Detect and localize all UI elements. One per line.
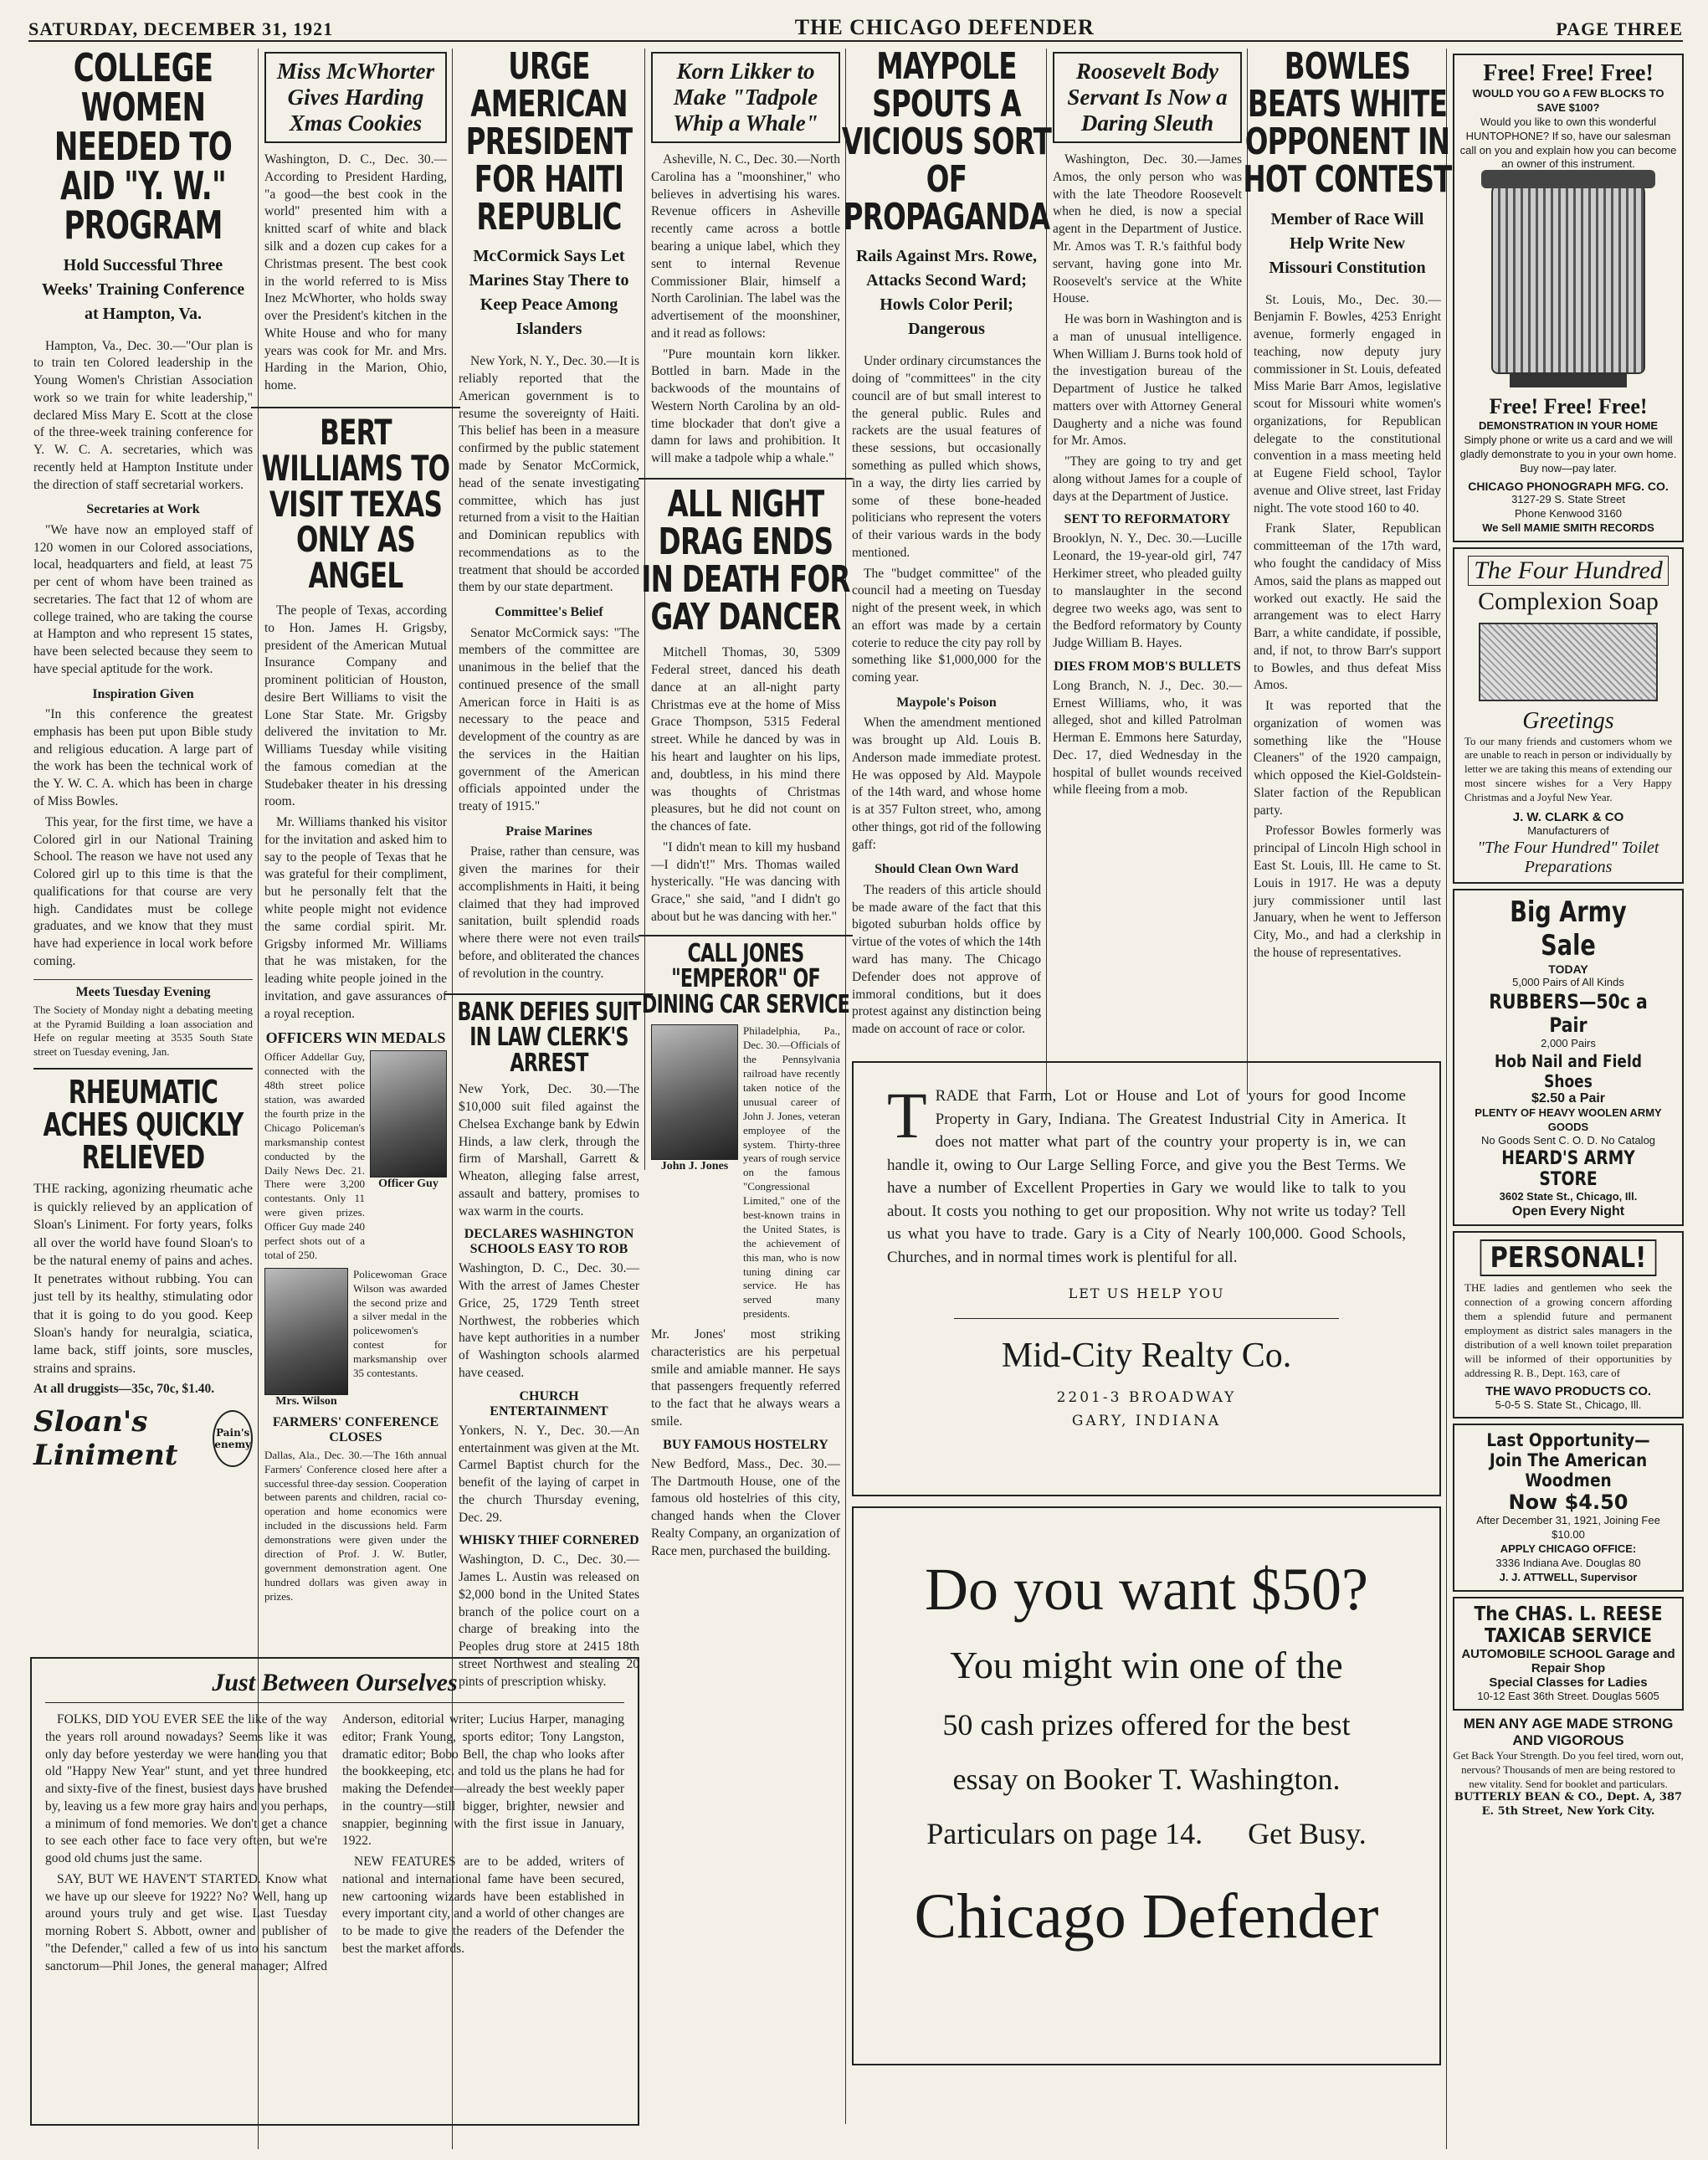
free-demo: DEMONSTRATION IN YOUR HOME [1478, 419, 1659, 433]
maypole-headline: MAYPOLE SPOUTS A VICIOUS SORT OF PROPAGANDA [841, 45, 1052, 239]
jbo-title: Just Between Ourselves [45, 1669, 624, 1703]
woodmen-address: 3336 Indiana Ave. Douglas 80 [1495, 1557, 1641, 1570]
hostelry-article: New Bedford, Mass., Dec. 30.—The Dartmouth House, one of the famous old hostelries of this city, changed hands when the Clover Realty Company, an organization of Race men, purchased the building. [651, 1456, 840, 1558]
personal-title: PERSONAL! [1480, 1239, 1657, 1276]
all-night-drag-headline: ALL NIGHT DRAG ENDS IN DEATH FOR GAY DANCER [639, 478, 853, 637]
article-paragraph: Mr. Williams thanked his visitor for the invitation and asked him to say to the people of Texas that he was grateful for their compliment, but he personally felt that the white people might not evidence the same cordial spirit. Mr. Grigsby informed Mr. Williams that he was mistaken, for the leading white people joined in the invitation, and gave assurances of a royal reception. [264, 815, 447, 1021]
maypole-article [852, 353, 1041, 1038]
reese-address: 10-12 East 36th Street. Douglas 5605 [1477, 1689, 1659, 1702]
article-paragraph: Hampton, Va., Dec. 30.—"Our plan is to train ten Colored leadership in the Young Women's Christian Association work so we train for white leadership," declared Miss Mary E. Scott at the close of the three-week training conference for Y. W. C. A. secretaries, which was recently held at Hampton Institute under the direction of staff secretarial workers. [33, 338, 253, 492]
soap-brand: The Four Hundred [1468, 556, 1669, 586]
article-paragraph: Asheville, N. C., Dec. 30.—North Carolina has a "moonshiner," who believes in advertising his wares. Revenue officers in Asheville recently came across a bottle bearing a unique label, which they sent to internal Revenue Commissioner Blair, himself a North Carolinian. The label was the advertisement of the moonshiner, and it read as follows: [651, 152, 840, 341]
phono-company: CHICAGO PHONOGRAPH MFG. CO. [1468, 479, 1669, 493]
roosevelt-article [1053, 151, 1242, 505]
church-article: Yonkers, N. Y., Dec. 30.—An entertainment was given at the Mt. Carmel Baptist church for the benefit of the laying of carpet in the church Thursday evening, Dec. 29. [459, 1423, 639, 1525]
column-7 [1243, 45, 1452, 1061]
army-wool: PLENTY OF HEAVY WOOLEN ARMY GOODS [1475, 1106, 1662, 1133]
article-paragraph: Mitchell Thomas, 30, 5309 Federal street, danced his death dance at an all-night party Christmas eve at the home of Miss Grace Thompson, 5315 Federal street. While he danced by was in his heart and laughter on his lips, and, doubtless, in his mind there was thoughts of Christmas pleasures, but he did not count on the chances of fate. [651, 645, 840, 834]
article-paragraph: NEW FEATURES are to be added, writers of national and international fame have been secured, new cartooning wizards have been established in every important city, and a world of other changes are to be made to give the readers of the Defender the best the market affords. [342, 1855, 624, 1956]
rheumatic-ad-text: THE racking, agonizing rheumatic ache is quickly relieved by an application of Sloan's Liniment. For forty years, folks all over the world have found Sloan's to be the natural enemy of pains and aches. It penetrates without rubbing. You can just tell by its healthy, stimulating odor that it is going to do you good. Keep Sloan's handy for neuralgia, sciatica, lame back, stiff joints, sore muscles, strains and sprains. [33, 1182, 253, 1376]
column-rule [845, 49, 846, 2124]
haiti-headline: URGE AMERICAN PRESIDENT FOR HAITI REPUBLIC [465, 45, 633, 239]
mob-bullets-heading: DIES FROM MOB'S BULLETS [1054, 659, 1241, 674]
men-text: Get Back Your Strength. Do you feel tired, worn out, nervous? Thousands of men are being restored to new vitality. Send for booklet and particulars. [1453, 1748, 1684, 1790]
article-paragraph: "Pure mountain korn likker. Bottled in barn. Made in the backwoods of the mountains of Western North Carolina by an old-time blockader that don't give a damn for laws and prohibition. It will make a tadpole whip a whale." [651, 346, 840, 466]
schools-article: Washington, D. C., Dec. 30.—With the arrest of James Chester Grice, 25, 1729 Tenth street Northwest, the robberies which have kept authorities in a number of Washington schools alarmed have ceased. [459, 1261, 639, 1381]
section-heading: Praise Marines [505, 823, 592, 839]
article-paragraph: "They are going to try and get along without James for a couple of days at the Department of Justice. [1053, 454, 1242, 504]
mid-city-realty-ad [852, 1061, 1441, 1496]
john-jones-caption: John J. Jones [660, 1160, 729, 1173]
reformatory-heading: SENT TO REFORMATORY [1064, 512, 1231, 527]
roosevelt-headline: Roosevelt Body Servant Is Now a Daring Sleuth [1053, 52, 1242, 143]
column-4 [641, 49, 850, 2124]
masthead-date: SATURDAY, DECEMBER 31, 1921 [28, 18, 334, 39]
rheumatic-ad-title: RHEUMATIC ACHES QUICKLY RELIEVED [43, 1074, 244, 1176]
phonograph-ad [1453, 54, 1684, 542]
masthead-title: THE CHICAGO DEFENDER [794, 15, 1095, 39]
army-nogoods: No Goods Sent C. O. D. No Catalog [1480, 1134, 1656, 1147]
sloans-liniment-logo: Sloan's Liniment [33, 1405, 178, 1473]
section-heading: Should Clean Own Ward [875, 862, 1018, 877]
greetings-title: Greetings [1522, 707, 1614, 734]
phono-phone: Phone Kenwood 3160 [1515, 506, 1622, 520]
bank-article: New York, Dec. 30.—The $10,000 suit filed against the Chelsea Exchange bank by Edwin Hinds, a law clerk, through the firm of Marshall, Garrett & Wheaton, alleging false arrest, assault and battery, promises to wax warm in the courts. [459, 1082, 639, 1219]
section-heading: Committee's Belief [495, 605, 603, 620]
reese-sub: AUTOMOBILE SCHOOL Garage and Repair Shop [1461, 1646, 1675, 1675]
article-paragraph: Professor Bowles formerly was principal of Lincoln High school in East St. Louis, Ill. He came to St. Louis in 1917. He was a deputy jury commissioner until last January, when he went to Jefferson City, Mo., and had a clerkship in the house of representatives. [1254, 823, 1441, 960]
soap-ad [1453, 547, 1684, 884]
woodmen-price: Now $4.50 [1508, 1490, 1628, 1515]
officers-article: Officer Addellar Guy, connected with the 48th street police station, was awarded the fourth prize in the Chicago Policeman's marksmanship contest conducted by the Daily News Dec. 21. There were 3,200 contestants. Only 11 were given prizes. Officer Guy made 240 perfect shots out of a total of 250. [264, 1050, 365, 1261]
mcwhorter-article: Washington, D. C., Dec. 30.—According to President Harding, "a good—the best cook in the world" presented him with a knitted scarf of white and black silk and a dozen cup cakes for a Christmas present. The best cook in the world referred to is Miss Inez McWhorter, who holds sway over the President's kitchen in the White House and who for many years was cook for Mr. and Mrs. Harding in the Marion, Ohio, home. [264, 152, 447, 393]
article-paragraph: He was born in Washington and is a man of unusual intelligence. When William J. Burns took hold of the investigation bureau of the Department of Justice he talked matters over with Attorney General Daugherty and a niche was found for Mr. Amos. [1053, 312, 1242, 449]
realty-dropcap: T [887, 1079, 927, 1152]
phonograph-illustration [1491, 178, 1645, 374]
free-lead: WOULD YOU GO A FEW BLOCKS TO SAVE $100? [1472, 87, 1664, 114]
clark-makers: Manufacturers of [1527, 824, 1609, 838]
hostelry-heading: BUY FAMOUS HOSTELRY [663, 1437, 828, 1452]
column-rule [1446, 49, 1447, 2149]
column-2 [261, 49, 450, 1655]
jones-article-cont: Mr. Jones' most striking characteristics are his perpetual smile and amiable manner. He says that passengers frequently referred to the fact that he always wears a smile. [651, 1327, 840, 1429]
church-heading: CHURCH ENTERTAINMENT [490, 1388, 608, 1419]
essay-line-5: Particulars on page 14. Get Busy. [926, 1816, 1367, 1850]
article-paragraph: When the amendment mentioned was brought up Ald. Louis B. Anderson made immediate protest. He was opposed by Ald. Maypole of the 14th ward, and whose home is at 357 Fulton street, who, among other things, got rid of the following gaff: [852, 716, 1042, 852]
woodmen-ad [1453, 1424, 1684, 1591]
phono-address: 3127-29 S. State Street [1511, 492, 1625, 505]
army-rubbers: RUBBERS—50c a Pair [1489, 989, 1648, 1037]
personal-ad [1453, 1231, 1684, 1419]
ads-column [1453, 49, 1684, 2149]
article-paragraph: Under ordinary circumstances the doing of "committees" in the city council are of but small interest to the general public. Rules and rackets are the usual features of these sessions, but occasionally something as pulled which shows, in a way, the dirty lies carried by some of these bone-headed politicians who represent the voters of their various wards in the body mentioned. [852, 354, 1041, 560]
army-pairs-2: 2,000 Pairs [1541, 1036, 1596, 1049]
haiti-subhead: McCormick Says Let Marines Stay There to Keep Peace Among Islanders [469, 247, 629, 339]
army-address: 3602 State St., Chicago, Ill. [1499, 1190, 1638, 1203]
army-sale-ad [1453, 889, 1684, 1226]
masthead [28, 12, 1683, 42]
mob-bullets-article: Long Branch, N. J., Dec. 30.—Ernest Williams, who, it was alleged, shot and killed Patrolman Herman E. Emmons here Saturday, Dec. 17, died Wednesday in the hospital of bullet wounds received while fleeing from a mob. [1053, 678, 1242, 798]
essay-line-4: essay on Booker T. Washington. [952, 1762, 1341, 1796]
wilson-article: Policewoman Grace Wilson was awarded the second prize and a silver medal in the policewomen's contest for marksmanship over 35 contestants. [353, 1267, 447, 1379]
clark-name: J. W. CLARK & CO [1512, 810, 1624, 825]
officer-guy-caption: Officer Guy [378, 1177, 439, 1191]
clark-product: "The Four Hundred" Toilet Preparations [1477, 838, 1659, 876]
personal-company: THE WAVO PRODUCTS CO. [1485, 1383, 1652, 1398]
just-between-ourselves-box [30, 1657, 639, 2126]
article-paragraph: Washington, Dec. 30.—James Amos, the only person who was with the late Theodore Roosevelt when he died, is now a special agent in the Department of Justice. Mr. Amos was T. R.'s faithful body servant, having gone into Mr. Roosevelt's service at the White House. [1053, 152, 1242, 306]
woodmen-supervisor: J. J. ATTWELL, Supervisor [1499, 1570, 1638, 1583]
essay-line-2: You might win one of the [950, 1643, 1343, 1686]
army-open: Open Every Night [1511, 1204, 1625, 1219]
john-jones-photo [651, 1024, 738, 1160]
bowles-subhead: Member of Race Will Help Write New Missouri Constitution [1269, 209, 1426, 277]
officers-heading: OFFICERS WIN MEDALS [265, 1029, 446, 1047]
section-heading: Inspiration Given [92, 686, 194, 701]
men-address: BUTTERLY BEAN & CO., Dept. A, 387 E. 5th Street, New York City. [1454, 1791, 1683, 1819]
realty-cta: LET US HELP YOU [1068, 1285, 1225, 1302]
soap-title: Complexion Soap [1478, 587, 1659, 615]
bowles-headline: BOWLES BEATS WHITE OPPONENT IN HOT CONTEST [1243, 45, 1452, 201]
column-rule [1247, 49, 1248, 1095]
army-store: HEARD'S ARMY STORE [1501, 1148, 1635, 1191]
mcwhorter-headline: Miss McWhorter Gives Harding Xmas Cookies [264, 52, 447, 143]
officer-guy-photo [370, 1050, 447, 1177]
reese-taxicab-ad [1453, 1597, 1684, 1711]
realty-company-name: Mid-City Realty Co. [1001, 1337, 1292, 1376]
free-bottom-title: Free! Free! Free! [1489, 394, 1648, 419]
men-strong-ad [1453, 1716, 1684, 1819]
army-title: Big Army Sale [1510, 895, 1627, 962]
realty-ad-text [887, 1079, 1406, 1269]
article-paragraph: Frank Slater, Republican committeeman of the 17th ward, who fought the candidacy of Miss Amos, said the plans as mapped out worked out exactly. He said the arrangement was to elect Harry Barr, a white candidate, if possible, and, if not, to throw Barr's support to Bowles, and thus defeat Miss Amos. [1254, 521, 1441, 693]
whisky-article: Washington, D. C., Dec. 30.—James L. Austin was released on $2,000 bond in the United States branch of the police court on a charge of breaking into the Peoples drug store at 2415 18th street Northwest and stealing 20 pints of prescription whisky. [459, 1552, 639, 1689]
personal-address: 5-0-5 S. State St., Chicago, Ill. [1495, 1398, 1642, 1411]
woodmen-apply: APPLY CHICAGO OFFICE: [1500, 1542, 1637, 1556]
free-demo-text: Simply phone or write us a card and we will gladly demonstrate to you in your own home. Buy now—pay later. [1459, 434, 1677, 475]
army-hob: Hob Nail and Field Shoes [1495, 1050, 1642, 1091]
korn-likker-article [651, 151, 840, 468]
realty-body: RADE that Farm, Lot or House and Lot of yours for good Income Property in Gary, Indiana. The Greatest Industrial City in America. It does not matter what part of the country your property is in, we can handle it, owing to Our Large Selling Force, and give you the Best Terms. We have a number of Excellent Properties in Gary we would like to talk to you about. It costs you nothing to get our proposition. Why not write us today? Tell us what you have to trade. Gary is a City of Nearly 100,000. Good Schools, Churches, and in normal times work is plentiful for all. [887, 1087, 1406, 1266]
article-paragraph: It was reported that the organization of women was something like the "House Cleaners" of the 1920 campaign, which opposed the Kiel-Goldstein-Slater faction of the Republican party. [1254, 699, 1441, 818]
college-women-subhead: Hold Successful Three Weeks' Training Conference at Hampton, Va. [41, 255, 245, 323]
bank-headline: BANK DEFIES SUIT IN LAW CLERK'S ARREST [445, 993, 654, 1077]
free-title: Free! Free! Free! [1483, 60, 1654, 86]
reformatory-article: Brooklyn, N. Y., Dec. 30.—Lucille Leonard, the 19-year-old girl, 747 Herkimer street, who pleaded guilty to manslaughter in the second degree two weeks ago, was sent to the Bedford reformatory by County Judge William B. Hayes. [1053, 531, 1242, 651]
essay-line-3: 50 cash prizes offered for the best [942, 1707, 1351, 1742]
farmers-article: Dallas, Ala., Dec. 30.—The 16th annual Farmers' Conference closed here after a successful three-day session. Cooperation between parents and children, racial co-operation and home economics were included in the discussions held. Farm demonstrations were given under the direction of Prof. J. W. Butler, government demonstration agent. One hundred dollars was given away in prizes. [264, 1448, 447, 1603]
masthead-page: PAGE THREE [1556, 18, 1683, 39]
farmers-heading: FARMERS' CONFERENCE CLOSES [272, 1414, 439, 1444]
pains-enemy-badge: Pain's enemy [213, 1410, 253, 1467]
personal-text: THE ladies and gentlemen who seek the connection of a growing concern affording them a splendid future and permanent employment as district sales managers in the distribution of a well known toilet preparation will be informed of their opportunities by addressing R. B., Dept. 163, care of [1464, 1281, 1672, 1379]
column-6 [1053, 49, 1242, 1061]
jones-headline: CALL JONES "EMPEROR" OF DINING CAR SERVICE [639, 935, 853, 1018]
realty-city: GARY, INDIANA [1071, 1413, 1222, 1430]
reese-classes: Special Classes for Ladies [1489, 1675, 1648, 1690]
article-paragraph: "In this conference the greatest emphasis has been put upon Bible study and religious education. A large part of the work has been the technical work of the Y. W. C. A. which has been in charge of Miss Bowles. [33, 707, 253, 809]
reese-title: The CHAS. L. REESE TAXICAB SERVICE [1474, 1603, 1663, 1647]
essay-brand: Chicago Defender [914, 1881, 1379, 1952]
haiti-article [459, 353, 639, 983]
rheumatic-ad-price: At all druggists—35c, 70c, $1.40. [33, 1382, 215, 1397]
greetings-text: To our many friends and customers whom we are unable to reach in person or individually by letter we are taking this means of extending our most sincere wishes for a Very Happy Christmas and a Joyful New Year. [1464, 734, 1672, 804]
mrs-wilson-caption: Mrs. Wilson [275, 1394, 337, 1408]
column-5 [841, 45, 1052, 1061]
article-paragraph: "We have now an employed staff of 120 women in our Colored associations, local, headquarters and field, at least 75 per cent of whom have been trained as secretaries. The fact that 12 of whom are college trained, who are taking the course at Hampton and who represent 15 states, have been selected because they seem to have special aptitude for the work. [33, 522, 253, 676]
college-women-headline: COLLEGE WOMEN NEEDED TO AID "Y. W." PROGRAM [54, 45, 233, 248]
whisky-heading: WHISKY THIEF CORNERED [459, 1533, 639, 1548]
woodmen-title: Last Opportunity—Join The American Woodmen [1486, 1430, 1650, 1491]
article-paragraph: St. Louis, Mo., Dec. 30.—Benjamin F. Bowles, 4253 Enright avenue, formerly engaged in teaching, now deputy jury commissioner in St. Louis, defeated Miss Marie Barr Amos, legislative scout for Missouri white women's organizations, for Republican delegate to the constitutional convention in a mass meeting held at Eugene Field school, Taylor avenue and Olive street, last Friday night. The vote stood 160 to 40. [1254, 292, 1441, 516]
soap-box-illustration [1479, 623, 1658, 701]
woodmen-after: After December 31, 1921, Joining Fee $10.00 [1476, 1514, 1660, 1542]
article-paragraph: "I didn't mean to kill my husband—I didn't!" Mrs. Thomas wailed hysterically. "He was dancing with Grace," she said, "and I didn't go about but he was dancing with her." [651, 839, 840, 924]
schools-heading: DECLARES WASHINGTON SCHOOLS EASY TO ROB [464, 1227, 634, 1257]
army-today: TODAY [1548, 962, 1588, 976]
essay-headline: Do you want $50? [925, 1556, 1368, 1623]
army-price: $2.50 a Pair [1531, 1090, 1606, 1106]
article-paragraph: The "budget committee" of the council had a meeting on Tuesday night of the present week, in which an effort was made by a certain coterie to reduce the city pay roll by something like $1,000,000 for the coming year. [852, 566, 1041, 685]
all-night-drag-article [651, 644, 840, 926]
section-heading: Secretaries at Work [86, 502, 200, 517]
essay-contest-ad [852, 1506, 1441, 2065]
realty-address: 2201-3 BROADWAY [1056, 1389, 1237, 1407]
article-paragraph: This year, for the first time, we have a Colored girl in our National Training School. The reason we have not used any Colored girl up to this time is that the qualifications for that course are very high. Candidates must be college graduates, and we know that they must have had experience in local work before coming. [33, 814, 253, 968]
section-heading: Maypole's Poison [896, 695, 997, 710]
article-paragraph: Praise, rather than censure, was given the marines for their accomplishments in Haiti, it being claimed that they had improved sanitation, built splendid roads where there were not even trails before, and obliterated the chances of revolution in the country. [459, 844, 639, 981]
mrs-wilson-photo [264, 1268, 348, 1395]
bowles-article [1254, 292, 1441, 962]
maypole-subhead: Rails Against Mrs. Rowe, Attacks Second Ward; Howls Color Peril; Dangerous [855, 247, 1038, 339]
phono-records: We Sell MAMIE SMITH RECORDS [1482, 521, 1654, 534]
article-paragraph: New York, N. Y., Dec. 30.—It is reliably reported that the American government is to resume the sovereignty of Haiti. This belief has been in a measure confirmed by the public statement made by Senator McCormick, head of the senate investigating committee, which has just returned from a visit to the Haitian and Dominican republics with recommendations as to the treatment that should be accorded them by our state department. [459, 354, 639, 595]
bert-williams-article [264, 603, 447, 1023]
army-pairs: 5,000 Pairs of All Kinds [1512, 975, 1624, 988]
article-paragraph: The people of Texas, according to Hon. James H. Grigsby, president of the American Mutual Insurance Company and prominent politician of Houston, desire Bert Williams to visit the Lone Star State. Mr. Grigsby delivered the invitation to Mr. Williams Tuesday while visiting the famous comedian at the Studebaker theater in his dressing room. [264, 603, 447, 809]
meets-tuesday-text: The Society of Monday night a debating meeting at the Pyramid Building a loan association and Hefe on regular meeting at 3535 South State street on Tuesday evening, Jan. [33, 1003, 253, 1059]
college-women-article [33, 338, 253, 971]
jbo-article [45, 1711, 624, 1975]
article-paragraph: Senator McCormick says: "The members of the committee are unanimous in the belief that the continued presence of the small American force in Haiti is as necessary to the peace and development of the country as are the services in the Haitian government of the American officials appointed under the treaty of 1915." [459, 625, 639, 814]
article-paragraph: FOLKS, DID YOU EVER SEE the like of the way the years roll around nowadays? Seems like it was only day before yesterday we were handing you that old "Happy New Year" stunt, and yet three hundred and sixty-five of the finest, busiest days have brushed by, leaving us a few more gray hairs and you perhaps, a minimum of fond memories. We don't get a chance to see each other face to face very often, but we're good old chums just the same. [45, 1712, 327, 1866]
article-paragraph: SAY, BUT WE HAVEN'T STARTED. Know what we have up our sleeve for 1922? No? Well, hang up around yours truly and get wise. Last Tuesday morning Robert S. Abbott, owner and publisher of "the Defender," called a few of us into his sanctum sanctorum—Phil Jones, the general manager; Alfred Anderson, editorial writer; Lucius Harper, managing editor; Frank Young, sports editor; Tony Langston, dramatic editor; Bobo Bell, the chap who looks after the bookkeeping, etc. and told us the plans he had for making the Defender—already the best weekly paper in the country—still bigger, brighter, newsier and snappier, beginning with the first issue in January, 1922. [45, 1712, 624, 1973]
meets-tuesday-heading: Meets Tuesday Evening [33, 979, 253, 1000]
article-paragraph: The readers of this article should be made aware of the fact that this bigoted suburban holds office by virtue of the votes of which the 14th ward has many. The Chicago Defender does not approve of immoral conditions, but it does protest against any distinction being made on account of race or color. [852, 882, 1041, 1037]
men-title: MEN ANY AGE MADE STRONG AND VIGOROUS [1463, 1715, 1674, 1748]
jones-article: Philadelphia, Pa., Dec. 30.—Officials of the Pennsylvania railroad have recently taken notice of the unusual career of John J. Jones, veteran employee of the system. Thirty-three years of rough service on the famous "Congressional Limited," one of the best-known trains in the United States, is the achievement of this man, who is now tuning dining car service. He has served many presidents. [743, 1024, 841, 1321]
bert-williams-headline: BERT WILLIAMS TO VISIT TEXAS ONLY AS ANGEL [251, 407, 460, 594]
korn-likker-headline: Korn Likker to Make "Tadpole Whip a Whale" [651, 52, 840, 143]
free-text: Would you like to own this wonderful HUNTOPHONE? If so, have our salesman call on you and explain how you can become an owner of this instrument. [1459, 115, 1677, 171]
rheumatic-ad [33, 1068, 253, 1472]
